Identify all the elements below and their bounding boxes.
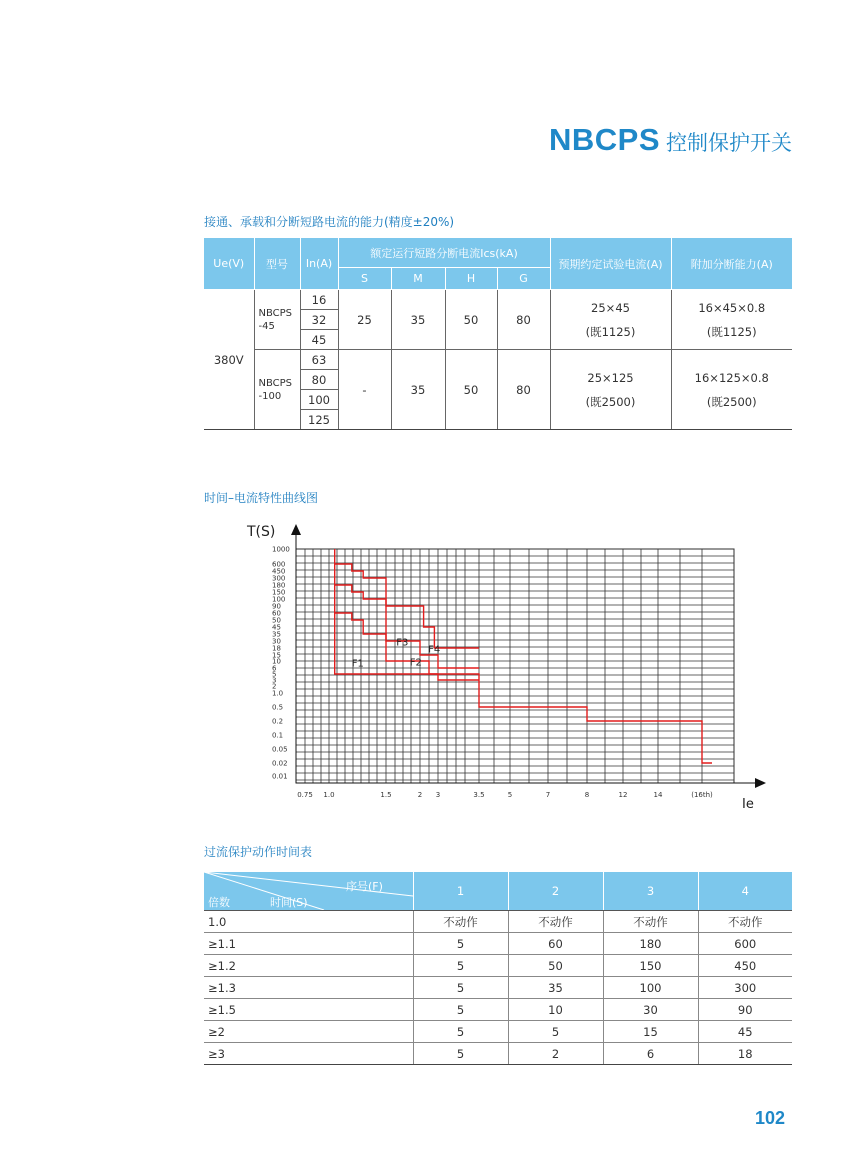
header-seq: 序号(F) — [346, 880, 383, 893]
header-col: 1 — [413, 872, 508, 911]
time-cell: 5 — [413, 955, 508, 977]
model-cell: NBCPS -100 — [254, 350, 300, 430]
y-tick-label: 600 — [272, 560, 286, 569]
series-line-f4 — [335, 564, 479, 648]
header-col: 4 — [698, 872, 792, 911]
current-cell: 16 — [300, 290, 338, 310]
chart-labels — [246, 524, 754, 812]
y-tick-label: 0.2 — [272, 717, 284, 726]
header-model: 型号 — [254, 238, 300, 290]
x-tick-label: (16th) — [691, 791, 713, 799]
current-cell: 45 — [300, 330, 338, 350]
extra-capacity-line: 16×45×0.8 — [698, 300, 766, 315]
table-row — [204, 999, 792, 1021]
table-row — [204, 1021, 792, 1043]
table-row — [204, 955, 792, 977]
y-tick-label: 35 — [272, 630, 281, 639]
y-tick-label: 2 — [272, 682, 277, 691]
ics-cell: 25 — [338, 290, 391, 350]
time-cell: 2 — [508, 1043, 603, 1065]
chart-series — [335, 549, 712, 763]
ics-cell: 50 — [445, 350, 497, 430]
y-tick-label: 150 — [272, 588, 286, 597]
y-tick-label: 180 — [272, 581, 286, 590]
time-cell: 30 — [603, 999, 698, 1021]
y-axis-label: T(S) — [247, 524, 276, 540]
x-axis-label: Ie — [742, 797, 754, 812]
x-tick-label: 14 — [653, 791, 663, 799]
y-tick-label: 0.05 — [272, 745, 288, 754]
y-tick-label: 3 — [272, 676, 277, 685]
current-cell: 80 — [300, 370, 338, 390]
time-cell: 60 — [508, 933, 603, 955]
time-cell: 18 — [698, 1043, 792, 1065]
time-cell: 5 — [413, 999, 508, 1021]
time-cell: 5 — [508, 1021, 603, 1043]
time-cell: 45 — [698, 1021, 792, 1043]
time-cell: 90 — [698, 999, 792, 1021]
table-row — [204, 911, 792, 933]
y-tick-label: 10 — [272, 657, 281, 666]
time-cell: 100 — [603, 977, 698, 999]
y-tick-label: 30 — [272, 637, 281, 646]
y-tick-label: 45 — [272, 623, 281, 632]
y-tick-label: 90 — [272, 602, 281, 611]
time-cell: 600 — [698, 933, 792, 955]
overcurrent-time-table — [204, 872, 792, 1065]
time-cell: 150 — [603, 955, 698, 977]
time-cell: 180 — [603, 933, 698, 955]
series-label-f2: F2 — [409, 657, 422, 669]
y-tick-label: 1000 — [272, 545, 290, 554]
y-tick-label: 450 — [272, 567, 286, 576]
diagonal-header-cell — [204, 872, 413, 911]
page-number: 102 — [754, 1108, 785, 1128]
series-line-f2 — [335, 613, 479, 680]
y-tick-label: 0.1 — [272, 731, 284, 740]
y-tick-label: 100 — [272, 595, 286, 604]
brand-name: NBCPS — [548, 122, 660, 157]
x-tick-label: 7 — [545, 791, 551, 799]
header-extra-capacity: 附加分断能力(A) — [671, 238, 792, 290]
y-tick-label: 5 — [272, 670, 277, 679]
time-cell: 5 — [413, 977, 508, 999]
current-cell: 100 — [300, 390, 338, 410]
table-row — [204, 977, 792, 999]
extra-capacity-cell — [671, 290, 792, 350]
y-tick-label: 60 — [272, 609, 281, 618]
subheader-m: M — [391, 268, 445, 290]
time-cell: 450 — [698, 955, 792, 977]
time-cell: 不动作 — [413, 911, 508, 933]
time-cell: 10 — [508, 999, 603, 1021]
x-tick-label: 3 — [435, 791, 441, 799]
time-cell: 5 — [413, 1021, 508, 1043]
y-tick-label: 300 — [272, 574, 286, 583]
current-cell: 125 — [300, 410, 338, 430]
series-label-f4: F4 — [428, 644, 441, 656]
y-tick-label: 50 — [272, 616, 281, 625]
time-cell: 50 — [508, 955, 603, 977]
subheader-h: H — [445, 268, 497, 290]
x-tick-label: 2 — [417, 791, 423, 799]
brand-subtitle: 控制保护开关 — [666, 131, 792, 155]
chart-frame — [296, 549, 734, 783]
multiple-cell: ≥1.2 — [204, 955, 413, 977]
y-axis-arrow — [291, 524, 301, 535]
y-tick-label: 0.01 — [272, 772, 288, 781]
ics-cell: - — [338, 350, 391, 430]
series-label-f3: F3 — [396, 637, 409, 649]
ics-cell: 80 — [497, 350, 550, 430]
voltage-cell: 380V — [204, 290, 254, 430]
test-current-line: (既2500) — [585, 394, 636, 409]
header-time: 时间(S) — [270, 896, 308, 909]
extra-capacity-cell — [671, 350, 792, 430]
x-tick-label: 3.5 — [473, 791, 485, 799]
multiple-cell: ≥1.5 — [204, 999, 413, 1021]
time-cell: 不动作 — [508, 911, 603, 933]
current-cell: 63 — [300, 350, 338, 370]
multiple-cell: ≥3 — [204, 1043, 413, 1065]
time-cell: 不动作 — [698, 911, 792, 933]
y-tick-label: 0.02 — [272, 759, 288, 768]
y-tick-label: 18 — [272, 644, 281, 653]
test-current-line: 25×45 — [591, 300, 630, 315]
table-row — [204, 1043, 792, 1065]
header-col: 2 — [508, 872, 603, 911]
header-ics: 额定运行短路分断电流Ics(kA) — [338, 238, 550, 268]
test-current-line: (既1125) — [585, 324, 636, 339]
extra-capacity-line: 16×125×0.8 — [694, 370, 769, 385]
x-tick-label: 1.5 — [380, 791, 392, 799]
model-cell: NBCPS -45 — [254, 290, 300, 350]
multiple-cell: 1.0 — [204, 911, 413, 933]
y-tick-label: 15 — [272, 651, 281, 660]
chart-grid — [291, 524, 766, 788]
x-tick-label: 1.0 — [323, 791, 335, 799]
x-tick-label: 0.75 — [297, 791, 313, 799]
time-cell: 不动作 — [603, 911, 698, 933]
multiple-cell: ≥2 — [204, 1021, 413, 1043]
series-line-f1 — [335, 549, 712, 763]
y-tick-label: 6 — [272, 664, 277, 673]
extra-capacity-line: (既1125) — [706, 324, 757, 339]
x-tick-label: 5 — [507, 791, 513, 799]
subheader-s: S — [338, 268, 391, 290]
test-current-line: 25×125 — [587, 370, 634, 385]
time-cell: 35 — [508, 977, 603, 999]
x-axis-arrow — [755, 778, 766, 788]
subheader-g: G — [497, 268, 550, 290]
ics-cell: 50 — [445, 290, 497, 350]
table1-title: 接通、承载和分断短路电流的能力(精度±20%) — [204, 215, 455, 229]
header-ue: Ue(V) — [204, 238, 254, 290]
header-test-current: 预期约定试验电流(A) — [550, 238, 671, 290]
breaking-capacity-table — [204, 238, 792, 430]
table-row — [204, 933, 792, 955]
time-cell: 6 — [603, 1043, 698, 1065]
header-mult: 倍数 — [208, 896, 230, 909]
series-label-f1: F1 — [351, 658, 364, 670]
ics-cell: 35 — [391, 350, 445, 430]
y-tick-label: 0.5 — [272, 703, 284, 712]
multiple-cell: ≥1.3 — [204, 977, 413, 999]
header-col: 3 — [603, 872, 698, 911]
table2-title: 过流保护动作时间表 — [204, 845, 313, 859]
page-title — [549, 122, 792, 158]
chart-title: 时间–电流特性曲线图 — [204, 491, 319, 505]
time-cell: 5 — [413, 1043, 508, 1065]
time-cell: 15 — [603, 1021, 698, 1043]
time-cell: 300 — [698, 977, 792, 999]
y-tick-label: 1.0 — [272, 689, 284, 698]
ics-cell: 80 — [497, 290, 550, 350]
series-line-f3 — [335, 585, 479, 668]
x-tick-label: 8 — [584, 791, 590, 799]
test-current-cell — [550, 350, 671, 430]
extra-capacity-line: (既2500) — [706, 394, 757, 409]
multiple-cell: ≥1.1 — [204, 933, 413, 955]
test-current-cell — [550, 290, 671, 350]
current-cell: 32 — [300, 310, 338, 330]
time-cell: 5 — [413, 933, 508, 955]
ics-cell: 35 — [391, 290, 445, 350]
x-tick-label: 12 — [618, 791, 628, 799]
header-in: In(A) — [300, 238, 338, 290]
